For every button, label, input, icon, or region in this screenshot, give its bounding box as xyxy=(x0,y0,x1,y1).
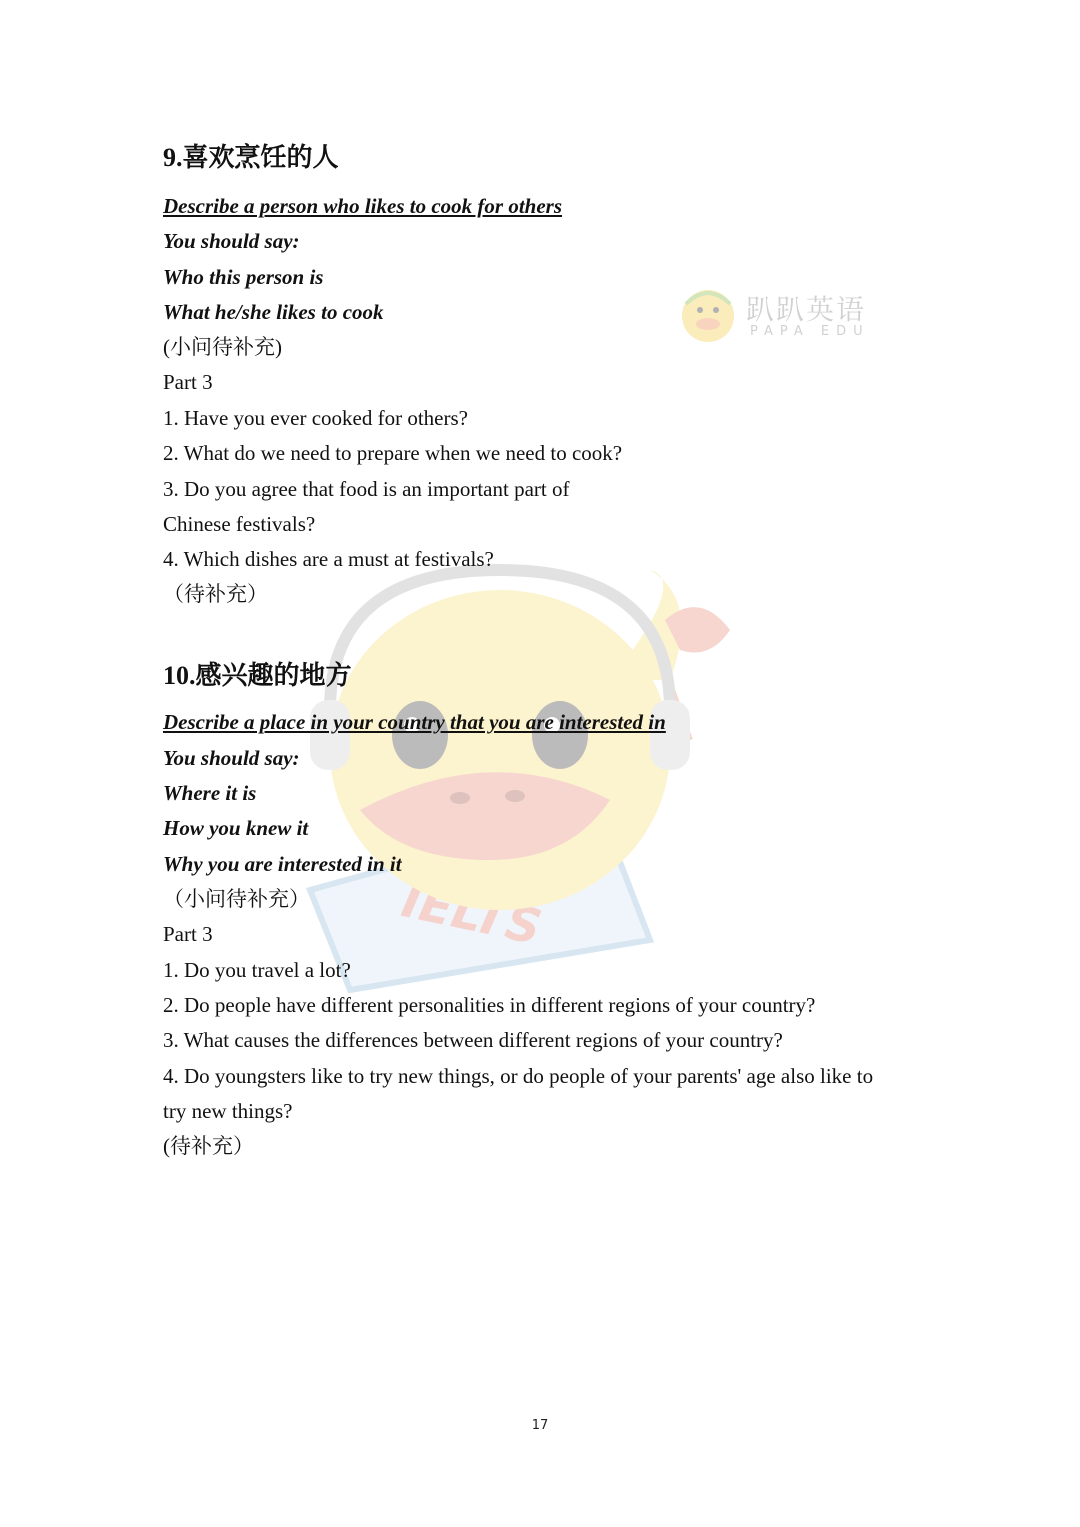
section9-question: 1. Have you ever cooked for others? xyxy=(163,406,468,430)
section10-question: 3. What causes the differences between different regions of your country? xyxy=(163,1028,783,1052)
section9-heading: 9.喜欢烹饪的人 xyxy=(163,143,339,172)
brand-name-cn: 趴趴英语 xyxy=(746,293,867,326)
section9-prompt: What he/she likes to cook xyxy=(163,300,384,324)
section9-question: Chinese festivals? xyxy=(163,512,316,536)
section9-note: (小问待补充) xyxy=(163,335,282,359)
duck-mascot-watermark-icon xyxy=(270,560,830,1000)
section10-prompt: How you knew it xyxy=(163,816,309,840)
section10-prompt: Why you are interested in it xyxy=(163,852,402,876)
section10-part-label: Part 3 xyxy=(163,922,213,946)
section9-topic: Describe a person who likes to cook for others xyxy=(163,194,562,218)
section10-question: 4. Do youngsters like to try new things, or do people of your parents' age also like to xyxy=(163,1064,874,1088)
brand-name-en: PAPA EDU xyxy=(750,324,870,339)
section10-topic: Describe a place in your country that you are interested in xyxy=(163,710,666,734)
mascot-badge-text: IELTS xyxy=(396,872,547,957)
section10-heading: 10.感兴趣的地方 xyxy=(163,661,352,690)
section9-part-label: Part 3 xyxy=(163,370,213,394)
brand-watermark xyxy=(676,284,876,348)
section9-question: 2. What do we need to prepare when we need to cook? xyxy=(163,441,623,465)
page-number: 17 xyxy=(531,1418,549,1433)
duck-logo-icon xyxy=(676,284,740,348)
section9-prompt: You should say: xyxy=(163,229,300,253)
section10-question: 1. Do you travel a lot? xyxy=(163,958,351,982)
section10-note: (待补充） xyxy=(163,1134,254,1158)
section9-note: （待补充） xyxy=(163,582,268,606)
section10-prompt: Where it is xyxy=(163,781,257,805)
section9-question: 3. Do you agree that food is an important part of xyxy=(163,477,570,501)
section10-prompt: You should say: xyxy=(163,746,300,770)
section10-note: （小问待补充） xyxy=(163,887,310,911)
section9-question: 4. Which dishes are a must at festivals? xyxy=(163,547,494,571)
section10-question: try new things? xyxy=(163,1099,293,1123)
section9-prompt: Who this person is xyxy=(163,265,324,289)
section10-question: 2. Do people have different personalities in different regions of your country? xyxy=(163,993,816,1017)
